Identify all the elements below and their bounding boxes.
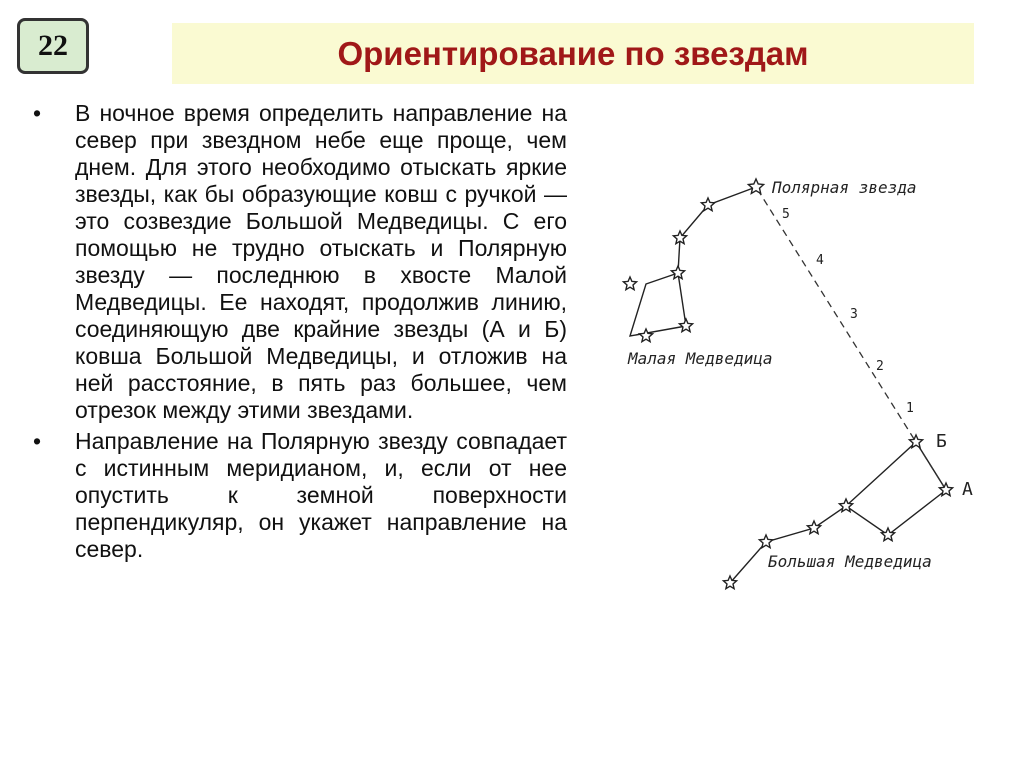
bullet-list (33, 100, 567, 567)
slide-number-badge (17, 18, 89, 74)
star-icon (807, 521, 820, 534)
title-bar (172, 23, 974, 84)
star-icon (881, 528, 894, 541)
star-icon (639, 329, 652, 342)
star-a-label: А (962, 479, 973, 500)
ursa-minor-lines (630, 187, 756, 336)
bullet-item-1 (33, 100, 567, 424)
polaris-label: Полярная звезда (772, 178, 917, 197)
bullet-item-2 (33, 428, 567, 563)
ursa-minor-label: Малая Медведица (628, 349, 773, 368)
star-icon (701, 198, 714, 211)
scale-mark-5: 5 (782, 207, 790, 222)
star-icon (679, 319, 692, 332)
scale-mark-3: 3 (850, 307, 858, 322)
scale-mark-1: 1 (906, 401, 914, 416)
polaris-star-icon (748, 179, 763, 194)
ursa-major-label: Большая Медведица (768, 552, 932, 571)
star-icon (671, 266, 684, 279)
bullet-text: Направление на Полярную звезду совпадает с истинным меридианом, и, если от нее опустить к земной поверхности перпендикуляр, он укажет направление на север. (75, 428, 567, 562)
scale-mark-2: 2 (876, 359, 884, 374)
bullet-marker: • (33, 100, 42, 126)
star-b-label: Б (936, 431, 947, 452)
star-icons (623, 179, 952, 589)
page-title: Ориентирование по звездам (337, 34, 809, 72)
constellation-diagram (600, 160, 1010, 620)
star-icon (759, 535, 772, 548)
bullet-marker: • (33, 428, 42, 454)
star-icon (623, 277, 636, 290)
bullet-text: В ночное время определить направление на север при звездном небе еще проще, чем днем. Для этого необходимо отыскать яркие звезды, как бы образующие ковш с ручкой — это созвездие Большой Медведицы. С его помощью не трудно отыскать и Полярную звезду — последнюю в хвосте Малой Медведицы. Ее находят, продолжив линию, соединяющую две крайние звезды (А и Б) ковша Большой Медведицы, и отложив на ней расстояние, в пять раз большее, чем отрезок между этими звездами. (75, 100, 567, 423)
slide-number: 22 (38, 29, 68, 62)
scale-mark-4: 4 (816, 253, 824, 268)
